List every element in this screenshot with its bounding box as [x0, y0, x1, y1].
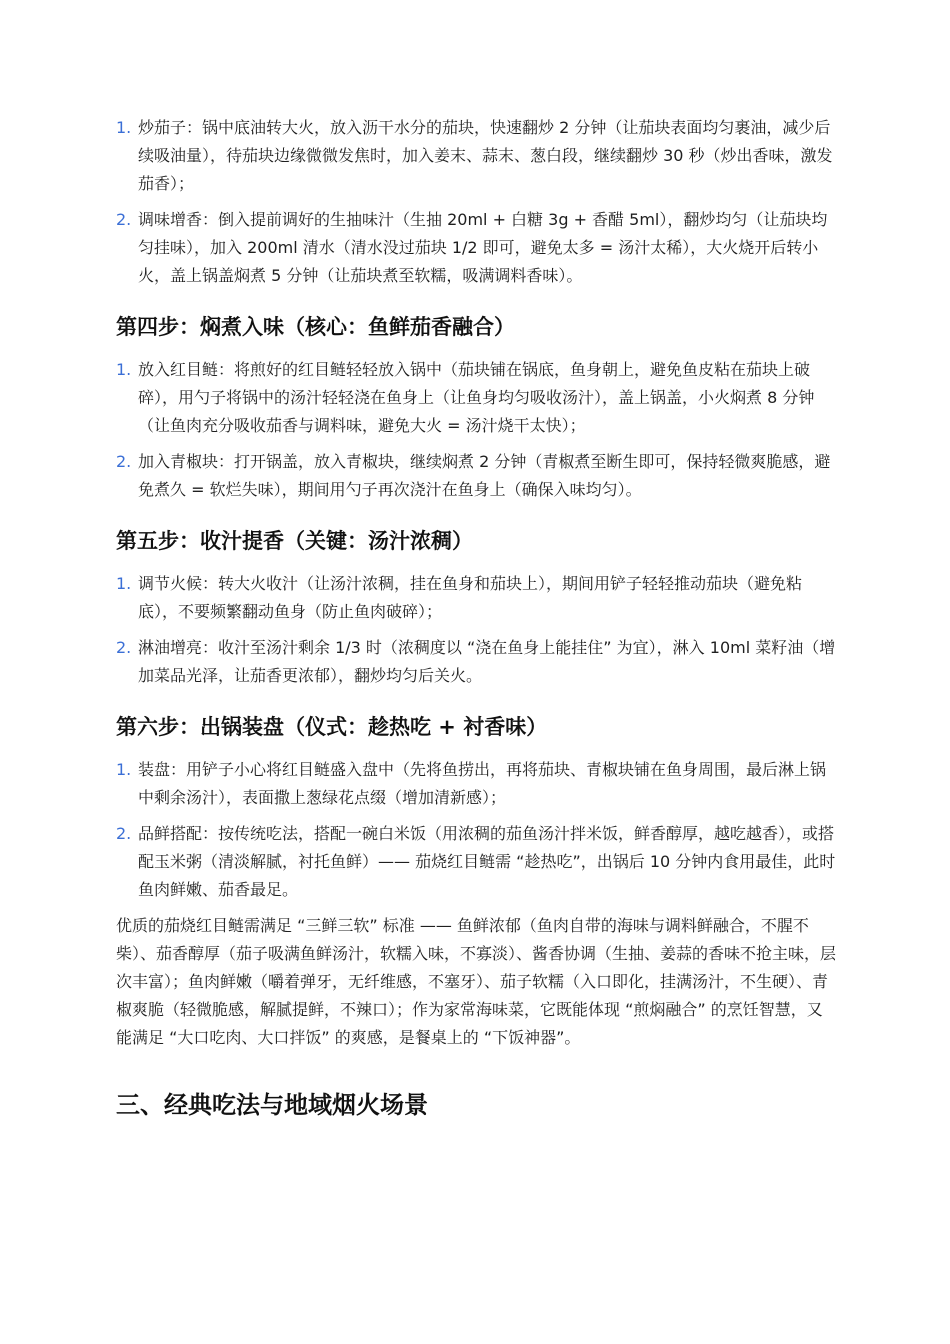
list-number: 2. — [116, 210, 132, 229]
step6-heading: 第六步：出锅装盘（仪式：趁热吃 + 衬香味） — [116, 715, 548, 739]
list-number: 2. — [116, 824, 132, 843]
section3-heading: 三、经典吃法与地域烟火场景 — [116, 1091, 428, 1119]
step6-list — [116, 756, 838, 904]
list-number: 1. — [116, 118, 132, 137]
list-item — [116, 448, 838, 504]
list-number: 1. — [116, 574, 132, 593]
summary-paragraph: 优质的茄烧红目鲢需满足 “三鲜三软” 标准 —— 鱼鲜浓郁（鱼肉自带的海味与调料鲜融合，不腥不柴）、茄香醇厚（茄子吸满鱼鲜汤汁，软糯入味，不寡淡）、酱香协调（生抽、姜蒜的香味不抢主味，层次丰富）；鱼肉鲜嫩（嚼着弹牙，无纤维感，不塞牙）、茄子软糯（入口即化，挂满汤汁，不生硬）、青椒爽脆（轻微脆感，解腻提鲜，不辣口）；作为家常海味菜，它既能体现 “煎焖融合” 的烹饪智慧，又能满足 “大口吃肉、大口拌饭” 的爽感，是餐桌上的 “下饭神器”。 — [116, 916, 837, 1047]
list-item — [116, 634, 838, 690]
document-page — [116, 114, 838, 1122]
list-item — [116, 356, 838, 440]
list-number: 1. — [116, 760, 132, 779]
step5-list — [116, 570, 838, 690]
list-item — [116, 114, 838, 198]
step4-heading: 第四步：焖煮入味（核心：鱼鲜茄香融合） — [116, 315, 515, 339]
list-number: 2. — [116, 452, 132, 471]
list-item — [116, 206, 838, 290]
list-item-text: 加入青椒块：打开锅盖，放入青椒块，继续焖煮 2 分钟（青椒煮至断生即可，保持轻微爽脆感，避免煮久 = 软烂失味），期间用勺子再次浇汁在鱼身上（确保入味均匀）。 — [138, 452, 831, 499]
list-item — [116, 756, 838, 812]
step5-heading: 第五步：收汁提香（关键：汤汁浓稠） — [116, 529, 473, 553]
list-item — [116, 820, 838, 904]
list-item-text: 炒茄子：锅中底油转大火，放入沥干水分的茄块，快速翻炒 2 分钟（让茄块表面均匀裹油，减少后续吸油量），待茄块边缘微微发焦时，加入姜末、蒜末、葱白段，继续翻炒 30 秒（炒出香味，激发茄香）； — [138, 118, 833, 193]
step4-list — [116, 356, 838, 504]
list-number: 2. — [116, 638, 132, 657]
step3-list — [116, 114, 838, 290]
list-number: 1. — [116, 360, 132, 379]
list-item-text: 调节火候：转大火收汁（让汤汁浓稠，挂在鱼身和茄块上），期间用铲子轻轻推动茄块（避免粘底），不要频繁翻动鱼身（防止鱼肉破碎）； — [138, 574, 803, 621]
list-item — [116, 570, 838, 626]
list-item-text: 淋油增亮：收汁至汤汁剩余 1/3 时（浓稠度以 “浇在鱼身上能挂住” 为宜），淋入 10ml 菜籽油（增加菜品光泽，让茄香更浓郁），翻炒均匀后关火。 — [138, 638, 836, 685]
list-item-text: 调味增香：倒入提前调好的生抽味汁（生抽 20ml + 白糖 3g + 香醋 5ml），翻炒均匀（让茄块均匀挂味），加入 200ml 清水（清水没过茄块 1/2 即可，避免太多 = 汤汁太稀），大火烧开后转小火，盖上锅盖焖煮 5 分钟（让茄块煮至软糯，吸满调料香味）。 — [138, 210, 828, 285]
list-item-text: 放入红目鲢：将煎好的红目鲢轻轻放入锅中（茄块铺在锅底，鱼身朝上，避免鱼皮粘在茄块上破碎），用勺子将锅中的汤汁轻轻浇在鱼身上（让鱼身均匀吸收汤汁），盖上锅盖，小火焖煮 8 分钟（让鱼肉充分吸收茄香与调料味，避免大火 = 汤汁烧干太快）； — [138, 360, 815, 435]
list-item-text: 装盘：用铲子小心将红目鲢盛入盘中（先将鱼捞出，再将茄块、青椒块铺在鱼身周围，最后淋上锅中剩余汤汁），表面撒上葱绿花点缀（增加清新感）； — [138, 760, 827, 807]
list-item-text: 品鲜搭配：按传统吃法，搭配一碗白米饭（用浓稠的茄鱼汤汁拌米饭，鲜香醇厚，越吃越香），或搭配玉米粥（清淡解腻，衬托鱼鲜）—— 茄烧红目鲢需 “趁热吃”，出锅后 10 分钟内食用最佳，此时鱼肉鲜嫩、茄香最足。 — [138, 824, 836, 899]
